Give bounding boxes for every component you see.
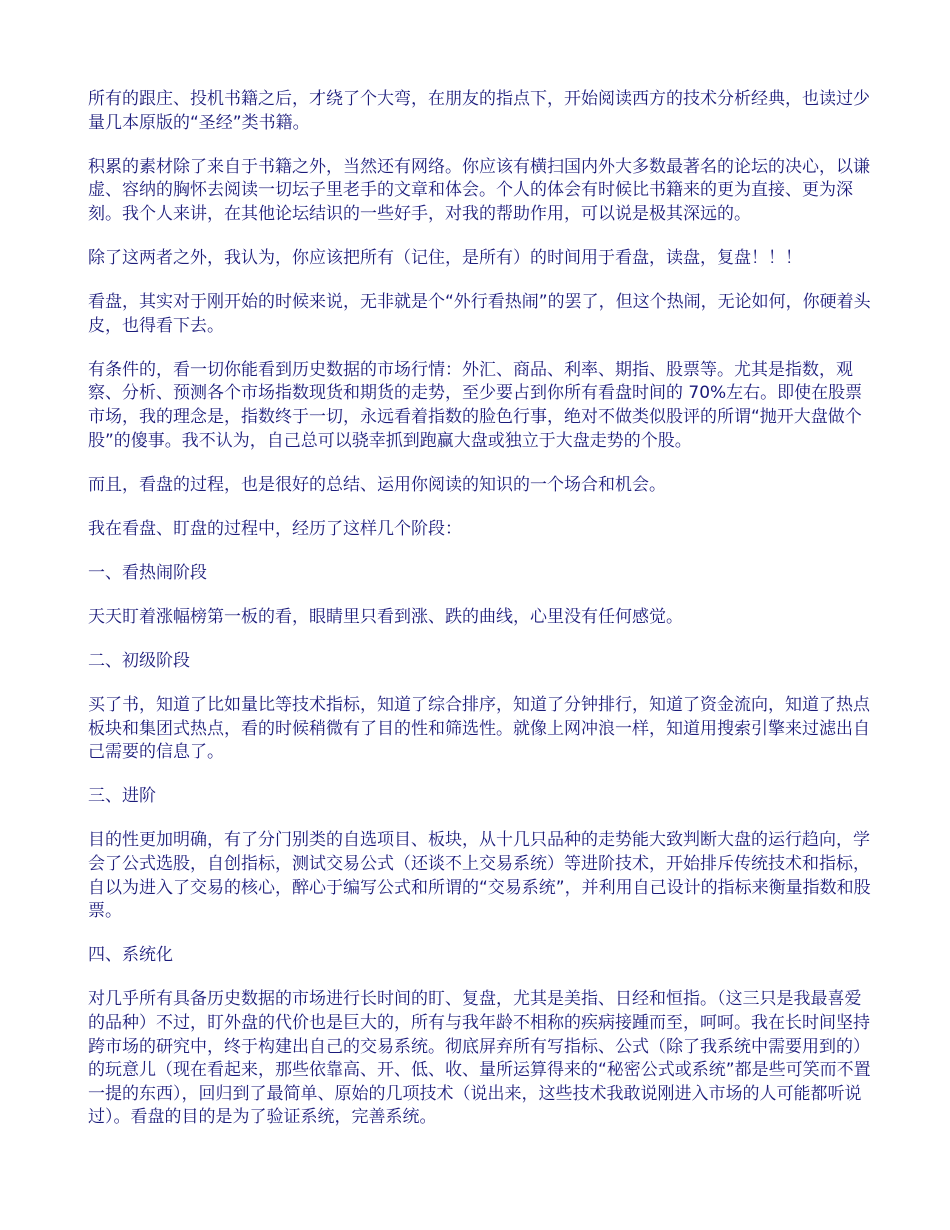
document-page: [88, 88, 878, 1151]
paragraph-market-conditions: 有条件的，看一切你能看到历史数据的市场行情：外汇、商品、利率、期指、股票等。尤其是指数，观察、分析、预测各个市场指数现货和期货的走势，至少要占到你所有看盘时间的 70%左右。即使在股票市场，我的理念是，指数终于一切，永远看着指数的脸色行事，绝对不做类似股评的所谓“抛开大盘做个股”的傻事。我不认为，自己总可以骁幸抓到跑赢大盘或独立于大盘走势的个股。: [88, 359, 863, 451]
stage-body-2: 买了书，知道了比如量比等技术指标，知道了综合排序，知道了分钟排行，知道了资金流向，知道了热点板块和集团式热点，看的时候稍微有了目的性和筛选性。就像上网冲浪一样，知道用搜索引擎来过滤出自己需要的信息了。: [88, 695, 870, 763]
paragraph-watching-beginning: 看盘，其实对于刚开始的时候来说，无非就是个“外行看热闹”的罢了，但这个热闹，无论如何，你硬着头皮，也得看下去。: [88, 292, 871, 336]
stage-body-4: 对几乎所有具备历史数据的市场进行长时间的盯、复盘，尤其是美指、日经和恒指。（这三只是我最喜爱的品种）不过，盯外盘的代价也是巨大的，所有与我年龄不相称的疾病接踵而至，呵呵。我在长时间坚持跨市场的研究中，终于构建出自己的交易系统。彻底屏弃所有写指标、公式（除了我系统中需要用到的）的玩意儿（现在看起来，那些依靠高、开、低、收、量所运算得来的“秘密公式或系统”都是些可笑而不置一提的东西），回归到了最简单、原始的几项技术（说出来，这些技术我敢说刚进入市场的人可能都听说过）。看盘的目的是为了验证系统，完善系统。: [88, 989, 871, 1128]
stage-heading-1: 一、看热闹阶段: [88, 562, 207, 583]
stage-heading-3: 三、进阶: [88, 786, 156, 807]
stage-heading-4: 四、系统化: [88, 945, 173, 966]
paragraph-summary-process: 而且，看盘的过程，也是很好的总结、运用你阅读的知识的一个场合和机会。: [88, 474, 666, 495]
stage-body-1: 天天盯着涨幅榜第一板的看，眼睛里只看到涨、跌的曲线，心里没有任何感觉。: [88, 606, 683, 627]
paragraph-reading-books: 所有的跟庄、投机书籍之后，才绕了个大弯，在朋友的指点下，开始阅读西方的技术分析经典，也读过少量几本原版的“圣经”类书籍。: [88, 89, 870, 133]
stage-heading-2: 二、初级阶段: [88, 651, 190, 671]
paragraph-network-materials: 积累的素材除了来自于书籍之外，当然还有网络。你应该有横扫国内外大多数最著名的论坛的决心，以谦虚、容纳的胸怀去阅读一切坛子里老手的文章和体会。个人的体会有时候比书籍来的更为直接、更为深刻。我个人来讲，在其他论坛结识的一些好手，对我的帮助作用，可以说是极其深远的。: [88, 156, 870, 224]
paragraph-watch-market: 除了这两者之外，我认为，你应该把所有（记住，是所有）的时间用于看盘，读盘，复盘！！！: [88, 247, 802, 268]
paragraph-stages-intro: 我在看盘、盯盘的过程中，经历了这样几个阶段：: [88, 518, 462, 539]
stage-body-3: 目的性更加明确，有了分门别类的自选项目、板块，从十几只品种的走势能大致判断大盘的运行趋向，学会了公式选股，自创指标，测试交易公式（还谈不上交易系统）等进阶技术，开始排斥传统技术和指标，自以为进入了交易的核心，醉心于编写公式和所谓的“交易系统”，并利用自己设计的指标来衡量指数和股票。: [88, 830, 871, 922]
